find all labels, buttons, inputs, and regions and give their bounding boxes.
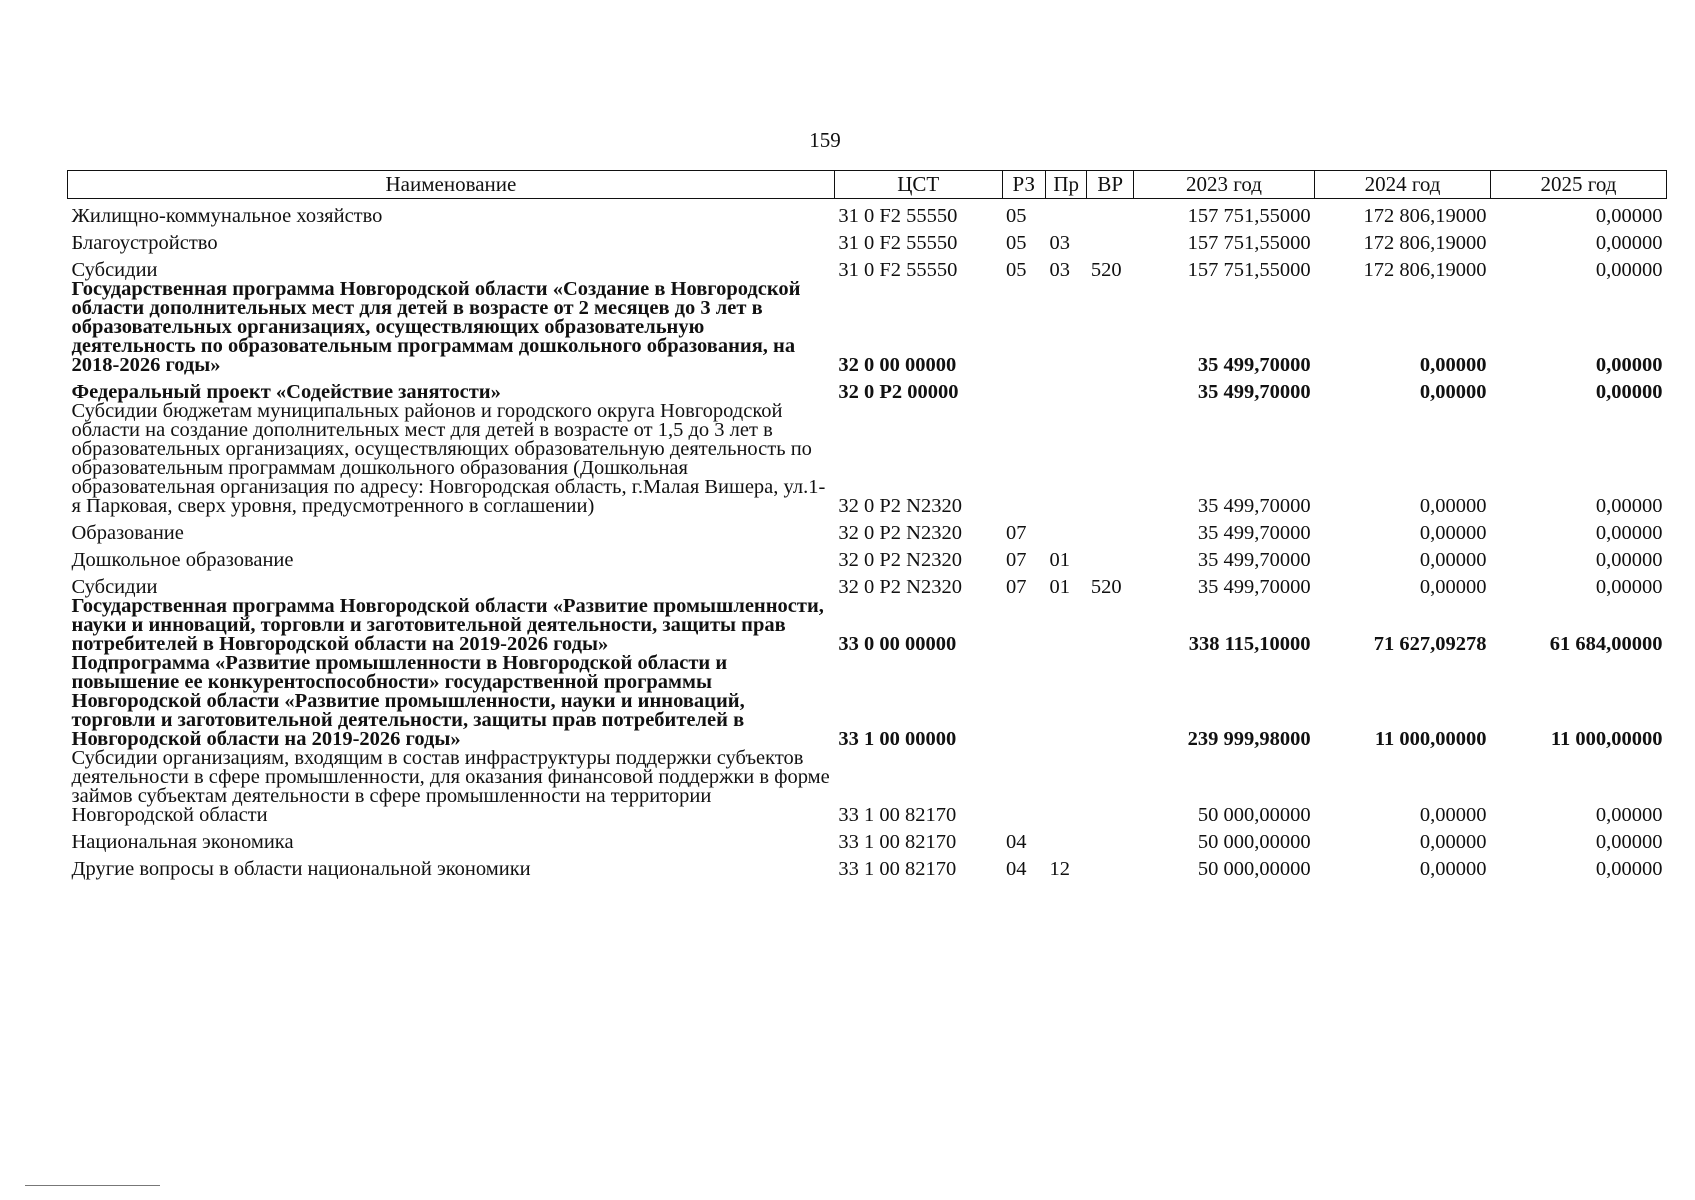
table-row <box>68 825 1667 852</box>
cell-rz <box>1002 749 1045 825</box>
cell-y2024: 0,00000 <box>1419 495 1487 517</box>
header-pr: Пр <box>1046 171 1087 199</box>
cell-cst: 32 0 00 00000 <box>838 354 957 376</box>
cell-y2025: 0,00000 <box>1595 858 1663 880</box>
cell-y2023: 157 751,55000 <box>1187 205 1311 227</box>
cell-y2025: 61 684,00000 <box>1549 633 1663 655</box>
cell-pr: 12 <box>1049 858 1070 880</box>
cell-y2024: 0,00000 <box>1419 804 1487 826</box>
table-row <box>68 375 1667 402</box>
cell-name: Подпрограмма «Развитие промышленности в Новгородской области и повышение ее конкурентоспособности» государственной программы Новгородской области «Развитие промышленности, науки и инноваций, торговли и заготовительной деятельности, защиты прав потребителей в Новгородской области на 2019-2026 годы» <box>71 652 745 750</box>
cell-y2025: 0,00000 <box>1595 831 1663 853</box>
table-row <box>68 654 1667 749</box>
footer-rule <box>25 1185 160 1186</box>
cell-y2024: 0,00000 <box>1419 549 1487 571</box>
budget-table <box>67 170 1667 879</box>
cell-name: Дошкольное образование <box>71 549 294 571</box>
cell-cst: 33 1 00 00000 <box>838 728 957 750</box>
header-2025: 2025 год <box>1491 171 1667 199</box>
cell-pr <box>1046 402 1087 516</box>
cell-cst: 31 0 F2 55550 <box>838 205 958 227</box>
cell-cst: 33 0 00 00000 <box>838 633 957 655</box>
cell-vr: 520 <box>1090 576 1122 598</box>
table-row <box>68 852 1667 879</box>
table-row <box>68 253 1667 280</box>
table-row <box>68 226 1667 253</box>
cell-y2024: 0,00000 <box>1419 381 1487 403</box>
header-2024: 2024 год <box>1315 171 1491 199</box>
cell-vr <box>1087 654 1134 749</box>
table-row <box>68 570 1667 597</box>
cell-y2023: 35 499,70000 <box>1197 549 1311 571</box>
cell-y2024: 11 000,00000 <box>1374 728 1487 750</box>
cell-cst: 33 1 00 82170 <box>838 831 957 853</box>
cell-y2023: 50 000,00000 <box>1197 804 1311 826</box>
cell-name: Образование <box>71 522 184 544</box>
cell-y2023: 239 999,98000 <box>1187 728 1311 750</box>
cell-rz: 05 <box>1006 259 1027 281</box>
cell-rz: 04 <box>1006 858 1027 880</box>
cell-cst: 33 1 00 82170 <box>838 858 957 880</box>
cell-y2023: 35 499,70000 <box>1197 354 1311 376</box>
cell-y2023: 35 499,70000 <box>1197 381 1311 403</box>
cell-name: Субсидии <box>71 259 158 281</box>
cell-pr <box>1046 597 1087 654</box>
cell-cst: 32 0 P2 N2320 <box>838 576 962 598</box>
cell-y2023: 338 115,10000 <box>1188 633 1311 655</box>
header-name: Наименование <box>68 171 835 199</box>
cell-pr <box>1046 375 1087 402</box>
cell-y2023: 35 499,70000 <box>1197 576 1311 598</box>
cell-rz <box>1002 280 1045 375</box>
header-rz: РЗ <box>1002 171 1045 199</box>
page-number: 159 <box>809 128 841 152</box>
cell-vr <box>1087 199 1134 227</box>
cell-name: Жилищно-коммунальное хозяйство <box>71 205 383 227</box>
cell-rz: 05 <box>1006 205 1027 227</box>
cell-rz <box>1002 375 1045 402</box>
cell-cst: 31 0 F2 55550 <box>838 259 958 281</box>
cell-vr <box>1087 852 1134 879</box>
cell-y2025: 0,00000 <box>1595 495 1663 517</box>
table-row <box>68 597 1667 654</box>
cell-y2025: 0,00000 <box>1595 549 1663 571</box>
cell-rz: 07 <box>1006 549 1027 571</box>
table-row <box>68 402 1667 516</box>
cell-vr: 520 <box>1090 259 1122 281</box>
cell-name: Субсидии организациям, входящим в состав инфраструктуры поддержки субъектов деятельности в сфере промышленности, для оказания финансовой поддержки в форме займов субъектам деятельности в сфере промышленности на территории Новгородской области <box>71 747 830 826</box>
cell-y2025: 0,00000 <box>1595 381 1663 403</box>
cell-pr <box>1046 516 1087 543</box>
cell-y2024: 172 806,19000 <box>1363 232 1487 254</box>
cell-y2023: 157 751,55000 <box>1187 259 1311 281</box>
cell-y2024: 0,00000 <box>1419 576 1487 598</box>
cell-name: Благоустройство <box>71 232 218 254</box>
cell-pr <box>1046 825 1087 852</box>
cell-vr <box>1087 375 1134 402</box>
cell-y2023: 35 499,70000 <box>1197 495 1311 517</box>
cell-pr: 01 <box>1049 549 1070 571</box>
cell-y2024: 0,00000 <box>1419 354 1487 376</box>
cell-cst: 32 0 P2 N2320 <box>838 522 962 544</box>
cell-y2023: 35 499,70000 <box>1197 522 1311 544</box>
table-row <box>68 199 1667 227</box>
cell-name: Государственная программа Новгородской области «Развитие промышленности, науки и инноваций, торговли и заготовительной деятельности, защиты прав потребителей в Новгородской области на 2019-2026 годы» <box>71 595 824 655</box>
cell-pr: 03 <box>1049 259 1070 281</box>
cell-name: Субсидии <box>71 576 158 598</box>
cell-y2024: 0,00000 <box>1419 522 1487 544</box>
cell-cst: 31 0 F2 55550 <box>838 232 958 254</box>
cell-y2025: 0,00000 <box>1595 205 1663 227</box>
table-row <box>68 749 1667 825</box>
header-vr: ВР <box>1087 171 1134 199</box>
cell-vr <box>1087 516 1134 543</box>
cell-name: Другие вопросы в области национальной экономики <box>71 858 531 880</box>
cell-vr <box>1087 543 1134 570</box>
cell-y2023: 50 000,00000 <box>1197 858 1311 880</box>
cell-y2025: 0,00000 <box>1595 522 1663 544</box>
cell-cst: 32 0 P2 N2320 <box>838 549 962 571</box>
cell-y2025: 11 000,00000 <box>1550 728 1663 750</box>
cell-pr <box>1046 749 1087 825</box>
cell-cst: 32 0 P2 00000 <box>838 381 959 403</box>
cell-vr <box>1087 597 1134 654</box>
header-2023: 2023 год <box>1133 171 1314 199</box>
cell-pr: 03 <box>1049 232 1070 254</box>
table-body <box>68 199 1667 880</box>
cell-y2025: 0,00000 <box>1595 804 1663 826</box>
cell-y2023: 50 000,00000 <box>1197 831 1311 853</box>
cell-y2024: 172 806,19000 <box>1363 259 1487 281</box>
cell-pr <box>1046 199 1087 227</box>
cell-cst: 33 1 00 82170 <box>838 804 957 826</box>
cell-pr <box>1046 280 1087 375</box>
cell-rz <box>1002 402 1045 516</box>
cell-vr <box>1087 825 1134 852</box>
cell-y2024: 0,00000 <box>1419 831 1487 853</box>
table-header-row <box>68 171 1667 199</box>
cell-rz: 07 <box>1006 576 1027 598</box>
cell-vr <box>1087 226 1134 253</box>
cell-y2025: 0,00000 <box>1595 259 1663 281</box>
table-row <box>68 543 1667 570</box>
cell-name: Субсидии бюджетам муниципальных районов и городского округа Новгородской области на создание дополнительных мест для детей в возрасте от 1,5 до 3 лет в образовательных организациях, осуществляющих образовательную деятельность по образовательным программам дошкольного образования (Дошкольная образовательная организация по адресу: Новгородская область, г.Малая Вишера, ул.1-я Парковая, сверх уровня, предусмотренного в соглашении) <box>71 400 826 517</box>
table-row <box>68 280 1667 375</box>
cell-y2023: 157 751,55000 <box>1187 232 1311 254</box>
cell-y2025: 0,00000 <box>1595 232 1663 254</box>
cell-rz: 04 <box>1006 831 1027 853</box>
cell-cst: 32 0 P2 N2320 <box>838 495 962 517</box>
cell-vr <box>1087 402 1134 516</box>
cell-rz: 05 <box>1006 232 1027 254</box>
cell-y2025: 0,00000 <box>1595 354 1663 376</box>
cell-pr <box>1046 654 1087 749</box>
cell-rz <box>1002 654 1045 749</box>
cell-name: Национальная экономика <box>71 831 294 853</box>
header-cst: ЦСТ <box>834 171 1002 199</box>
cell-pr: 01 <box>1049 576 1070 598</box>
cell-y2024: 0,00000 <box>1419 858 1487 880</box>
cell-rz: 07 <box>1006 522 1027 544</box>
table-row <box>68 516 1667 543</box>
cell-vr <box>1087 749 1134 825</box>
cell-rz <box>1002 597 1045 654</box>
cell-y2024: 71 627,09278 <box>1373 633 1487 655</box>
cell-vr <box>1087 280 1134 375</box>
cell-y2025: 0,00000 <box>1595 576 1663 598</box>
cell-name: Государственная программа Новгородской области «Создание в Новгородской области дополнительных мест для детей в возрасте от 2 месяцев до 3 лет в образовательных организациях, осуществляющих образовательную деятельность по образовательным программам дошкольного образования, на 2018-2026 годы» <box>71 278 801 376</box>
cell-name: Федеральный проект «Содействие занятости» <box>71 381 501 403</box>
cell-y2024: 172 806,19000 <box>1363 205 1487 227</box>
